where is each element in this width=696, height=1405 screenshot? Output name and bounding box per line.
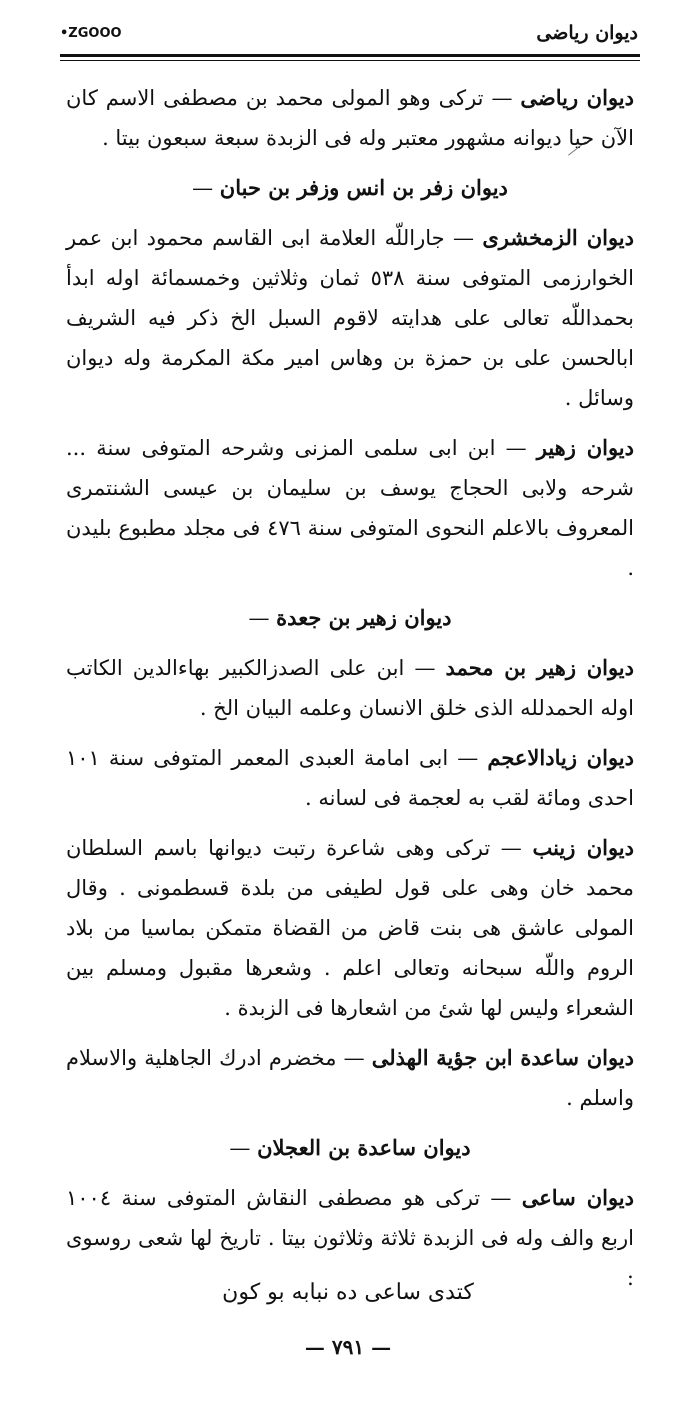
entry-title: ديوان الزمخشرى xyxy=(482,225,634,250)
entry-diwan-zuhayr-muhammad xyxy=(66,648,634,728)
entry-title: ديوان زهير بن محمد xyxy=(445,655,634,680)
page-header xyxy=(60,22,638,52)
entry-title: ديوان زفر بن انس وزفر بن حبان xyxy=(219,175,508,200)
entry-text: — xyxy=(229,1136,258,1160)
entry-text: — xyxy=(192,176,220,200)
entry-text: — تركى وهو المولى محمد بن مصطفى الاسم كان الآن حيا ديوانه مشهور معتبر وله فى الزبدة سبعة سبعون بيتا . xyxy=(66,86,634,150)
entry-diwan-zufar xyxy=(66,168,634,208)
entry-diwan-riyadi xyxy=(66,78,634,158)
entry-text: — تركى هو مصطفى النقاش المتوفى سنة ١٠٠٤ اربع والف وله فى الزبدة ثلاثة وثلاثون بيتا . تاريخ لها شعى روسوى : xyxy=(66,1186,634,1290)
entry-text: — مخضرم ادرك الجاهلية والاسلام واسلم . xyxy=(66,1046,634,1110)
entry-title: ديوان زيادالاعجم xyxy=(487,745,634,770)
entry-text: — تركى وهى شاعرة رتبت ديوانها باسم السلطان محمد خان وهى على قول لطيفى من بلدة قسطمونى . وقال المولى عاشق هى بنت قاض من القضاة متمكن بماسيا من بلاد الروم واللّه سبحانه وتعالى اعلم . وشعرها مقبول ومسلم بين الشعراء وليس لها شئ من اشعارها فى الزبدة . xyxy=(66,836,634,1020)
page-body xyxy=(66,78,634,1308)
header-rule-thin xyxy=(60,60,640,61)
entry-title: ديوان ساعدة ابن جؤية الهذلى xyxy=(371,1045,634,1070)
entry-diwan-saida-ajlan xyxy=(66,1128,634,1168)
header-rule-thick xyxy=(60,54,640,57)
entry-title: ديوان زهير بن جعدة xyxy=(276,605,452,630)
entry-text: — ابن ابى سلمى المزنى وشرحه المتوفى سنة ... شرحه ولابى الحجاج يوسف بن سليمان بن عيسى الشنتمرى المعروف بالاعلم النحوى المتوفى سنة ٤٧٦ فى مجلد مطبوع بليدن . xyxy=(66,436,634,580)
entry-text: — جاراللّه العلامة ابى القاسم محمود ابن عمر الخوارزمى المتوفى سنة ٥٣٨ ثمان وثلاثين وخمسمائة اوله ابدأ بحمداللّه تعالى على هدايته لاقوم السبل الخ ذكر فيه الشريف ابالحسن على بن حمزة بن وهاس امير مكة المكرمة وله ديوان وسائل . xyxy=(66,226,634,410)
entry-diwan-zamakhshari xyxy=(66,218,634,418)
entry-diwan-zaynab xyxy=(66,828,634,1028)
entry-title: ديوان زهير xyxy=(536,435,634,460)
entry-title: ديوان زينب xyxy=(532,835,634,860)
running-title: ديوان رياضى xyxy=(536,22,638,44)
entry-text: — ابى امامة العبدى المعمر المتوفى سنة ١٠١ احدى ومائة لقب به لعجمة فى لسانه . xyxy=(66,746,634,810)
verse-line: كتدى ساعى ده نبابه بو كون xyxy=(222,1280,474,1305)
entry-title: ديوان ساعى xyxy=(521,1185,635,1210)
page-number: — ٧٩١ — xyxy=(304,1335,392,1359)
entry-text: — ابن على الصدزالكبير بهاءالدين الكاتب اوله الحمدلله الذى خلق الانسان وعلمه البيان الخ . xyxy=(66,656,634,720)
entry-diwan-ziyad xyxy=(66,738,634,818)
header-code: •ZGOOO xyxy=(60,26,122,41)
entry-title: ديوان رياضى xyxy=(520,85,634,110)
entry-diwan-saida-hudhali xyxy=(66,1038,634,1118)
entry-diwan-zuhayr xyxy=(66,428,634,588)
entry-title: ديوان ساعدة بن العجلان xyxy=(257,1135,471,1160)
entry-diwan-zuhayr-jada xyxy=(66,598,634,638)
entry-text: — xyxy=(248,606,277,630)
